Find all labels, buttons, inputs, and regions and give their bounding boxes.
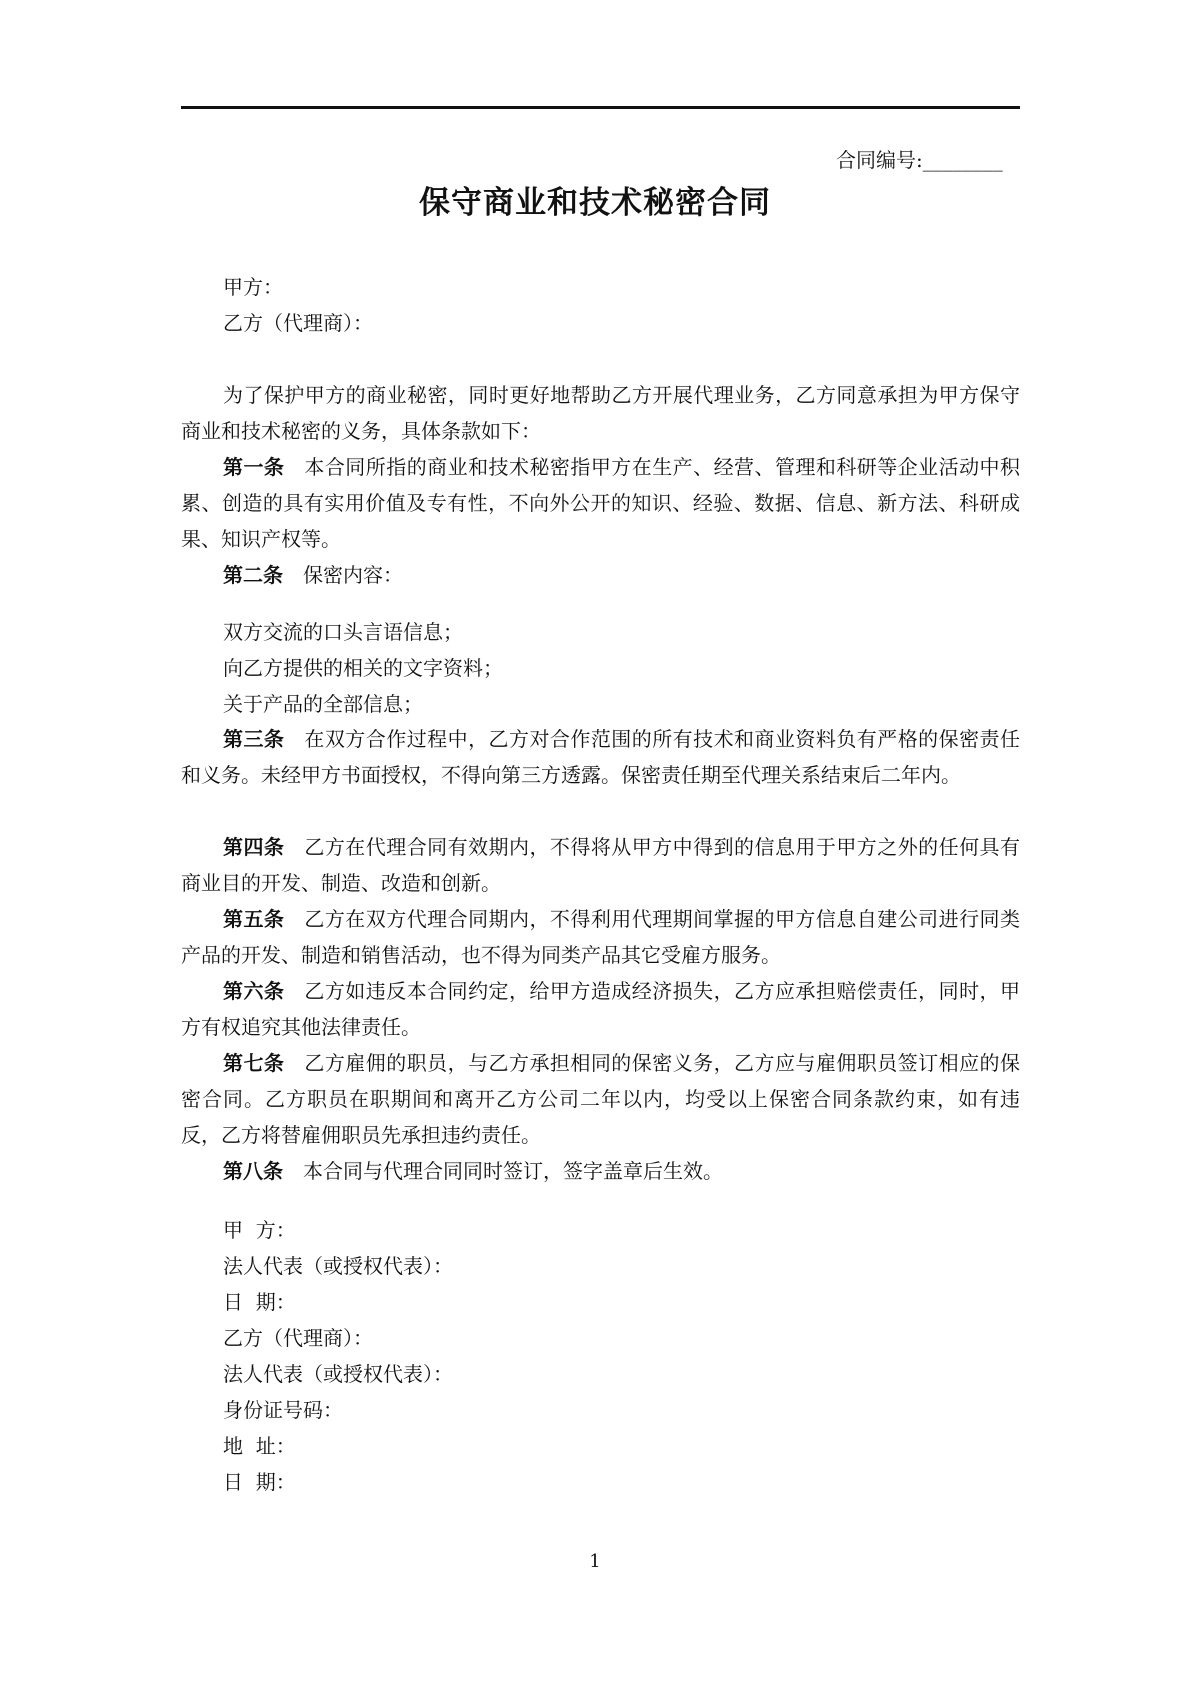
article-label: 第八条 (223, 1159, 283, 1183)
article-5 (181, 901, 1020, 973)
contract-number (836, 145, 1003, 175)
article-label: 第五条 (223, 907, 285, 931)
article-6 (181, 973, 1020, 1045)
page-number: 1 (589, 1551, 601, 1572)
contract-number-blank: ________ (922, 148, 1003, 172)
confidential-item: 向乙方提供的相关的文字资料； (223, 656, 503, 680)
article-2 (181, 557, 1020, 593)
article-text: 乙方在代理合同有效期内，不得将从甲方中得到的信息用于甲方之外的任何具有商业目的开发、制造、改造和创新。 (181, 835, 1021, 895)
article-label: 第二条 (223, 563, 283, 587)
article-label: 第四条 (223, 835, 285, 859)
party-a-line: 甲方： (223, 275, 283, 299)
article-text: 保密内容： (303, 563, 403, 587)
article-label: 第七条 (223, 1051, 285, 1075)
article-text: 在双方合作过程中，乙方对合作范围的所有技术和商业资料负有严格的保密责任和义务。未经甲方书面授权，不得向第三方透露。保密责任期至代理关系结束后二年内。 (181, 727, 1021, 787)
article-8 (181, 1153, 1020, 1189)
article-text: 乙方在双方代理合同期内，不得利用代理期间掌握的甲方信息自建公司进行同类产品的开发、制造和销售活动，也不得为同类产品其它受雇方服务。 (181, 907, 1021, 967)
article-text: 本合同所指的商业和技术秘密指甲方在生产、经营、管理和科研等企业活动中积累、创造的具有实用价值及专有性，不向外公开的知识、经验、数据、信息、新方法、科研成果、知识产权等。 (181, 455, 1021, 551)
signature-line: 日 期： (223, 1290, 296, 1314)
header-rule (181, 106, 1020, 109)
article-text: 乙方如违反本合同约定，给甲方造成经济损失，乙方应承担赔偿责任，同时，甲方有权追究其他法律责任。 (181, 979, 1021, 1039)
article-text: 本合同与代理合同同时签订，签字盖章后生效。 (303, 1159, 723, 1183)
article-3 (181, 721, 1020, 793)
signature-line: 日 期： (223, 1470, 296, 1494)
signature-line: 地 址： (223, 1434, 296, 1458)
confidential-item: 双方交流的口头言语信息； (223, 620, 463, 644)
article-label: 第六条 (223, 979, 285, 1003)
article-4 (181, 829, 1020, 901)
intro-paragraph: 为了保护甲方的商业秘密，同时更好地帮助乙方开展代理业务，乙方同意承担为甲方保守商业和技术秘密的义务，具体条款如下： (181, 383, 1020, 443)
signature-line: 法人代表（或授权代表）： (223, 1254, 453, 1278)
article-text: 乙方雇佣的职员，与乙方承担相同的保密义务，乙方应与雇佣职员签订相应的保密合同。乙方职员在职期间和离开乙方公司二年以内，均受以上保密合同条款约束，如有违反，乙方将替雇佣职员先承担违约责任。 (181, 1051, 1021, 1147)
signature-line: 法人代表（或授权代表）： (223, 1362, 453, 1386)
article-1 (181, 449, 1020, 557)
signature-line: 身份证号码： (223, 1398, 343, 1422)
document-title: 保守商业和技术秘密合同 (419, 185, 771, 221)
article-label: 第三条 (223, 727, 285, 751)
article-7 (181, 1045, 1020, 1153)
contract-number-label: 合同编号: (836, 148, 923, 172)
signature-line: 甲 方： (223, 1218, 296, 1242)
party-b-line: 乙方（代理商）： (223, 311, 373, 335)
confidential-item: 关于产品的全部信息； (223, 692, 423, 716)
article-label: 第一条 (223, 455, 285, 479)
signature-line: 乙方（代理商）： (223, 1326, 373, 1350)
